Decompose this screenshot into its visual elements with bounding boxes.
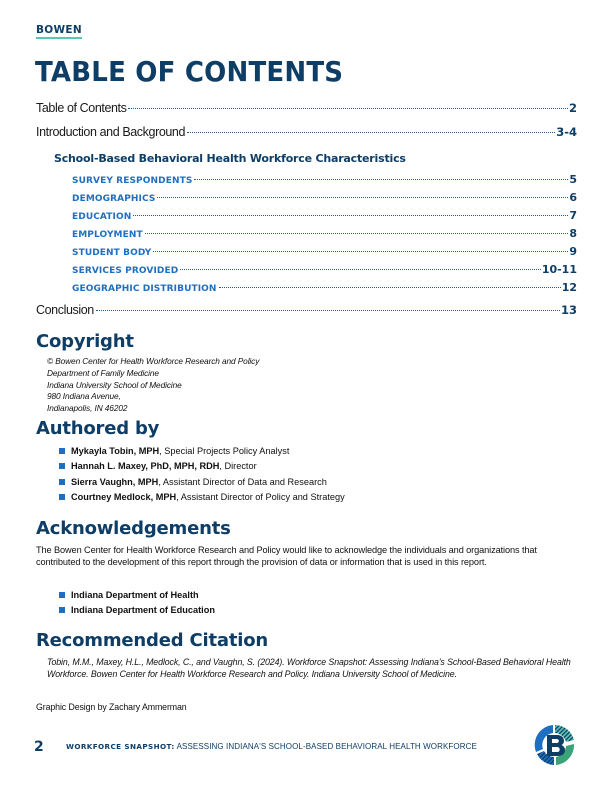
dot-leader (180, 269, 541, 270)
acknowledgements-list (59, 587, 215, 618)
footer-series: WORKFORCE SNAPSHOT: (66, 742, 175, 751)
toc-subentry-page: 7 (569, 209, 577, 222)
copyright-line: Indianapolis, IN 46202 (47, 403, 128, 414)
toc-subentry-page: 10-11 (541, 263, 577, 276)
authored-by-heading: Authored by (36, 418, 160, 439)
dot-leader (145, 233, 569, 234)
dot-leader (219, 287, 561, 288)
author-item (59, 474, 345, 490)
page-number: 2 (34, 739, 44, 755)
toc-subentry-label: GEOGRAPHIC DISTRIBUTION (72, 284, 217, 294)
dot-leader (157, 197, 568, 198)
toc-subentry-label: DEMOGRAPHICS (72, 194, 156, 204)
author-name: Mykayla Tobin, MPH (71, 445, 160, 456)
toc-subentry-page: 8 (569, 227, 577, 240)
bullet-square-icon (59, 479, 65, 485)
toc-subentry-page: 12 (561, 281, 577, 294)
author-name: Sierra Vaughn, MPH (71, 476, 159, 487)
toc-subentry-survey-respondents[interactable] (36, 173, 577, 191)
author-name: Hannah L. Maxey, PhD, MPH, RDH (71, 461, 220, 472)
toc-entry-introduction[interactable] (36, 125, 577, 149)
toc-entry-conclusion[interactable] (36, 303, 577, 327)
toc-entry-label: Table of Contents (36, 101, 127, 115)
recommended-citation-heading: Recommended Citation (36, 630, 268, 651)
toc-section-heading: School-Based Behavioral Health Workforce Characteristics (54, 152, 406, 165)
table-of-contents (36, 101, 577, 327)
toc-subentry-label: STUDENT BODY (72, 248, 152, 258)
author-role: , Assistant Director of Policy and Strategy (176, 492, 345, 503)
copyright-line: Department of Family Medicine (47, 367, 159, 378)
dot-leader (187, 132, 555, 133)
citation-text: Tobin, M.M., Maxey, H.L., Medlock, C., and Vaughn, S. (2024). Workforce Snapshot: Assessing Indiana's School-Based Behavioral Health Workforce. Bowen Center for Health Workforce Research and Policy. Indiana University School of Medicine. (47, 657, 571, 679)
acknowledgements-text: The Bowen Center for Health Workforce Research and Policy would like to acknowledge the individuals and organizations that contributed to the development of this report through the provision of data or information that is used in this report. (36, 545, 537, 567)
toc-subentry-page: 5 (569, 173, 577, 186)
toc-subentry-page: 6 (569, 191, 577, 204)
toc-entry-label: Conclusion (36, 303, 94, 317)
design-credit: Graphic Design by Zachary Ammerman (36, 702, 187, 712)
page-title: TABLE OF CONTENTS (35, 55, 344, 88)
author-role: , Special Projects Policy Analyst (159, 445, 290, 456)
acknowledgement-org: Indiana Department of Health (71, 589, 199, 600)
acknowledgement-item (59, 603, 215, 619)
bullet-square-icon (59, 448, 65, 454)
toc-subentry-label: EDUCATION (72, 212, 132, 222)
toc-subentry-label: SURVEY RESPONDENTS (72, 176, 193, 186)
copyright-heading: Copyright (36, 331, 134, 352)
copyright-line: © Bowen Center for Health Workforce Research and Policy (47, 356, 260, 366)
dot-leader (133, 215, 568, 216)
bullet-square-icon (59, 494, 65, 500)
toc-entry-table-of-contents[interactable] (36, 101, 577, 125)
author-role: , Director (219, 461, 257, 472)
toc-entry-page: 13 (560, 303, 577, 317)
author-item (59, 443, 345, 459)
dot-leader (96, 310, 560, 311)
toc-subentry-demographics[interactable] (36, 191, 577, 209)
bullet-square-icon (59, 607, 65, 613)
toc-subentry-employment[interactable] (36, 227, 577, 245)
copyright-line: 980 Indiana Avenue, (47, 391, 121, 402)
dot-leader (128, 108, 568, 109)
toc-subentry-services-provided[interactable] (36, 263, 577, 281)
toc-entry-label: Introduction and Background (36, 125, 186, 139)
bullet-square-icon (59, 463, 65, 469)
footer-title: ASSESSING INDIANA'S SCHOOL-BASED BEHAVIORAL HEALTH WORKFORCE (174, 742, 477, 751)
footer-running-title (66, 742, 477, 751)
author-name: Courtney Medlock, MPH (71, 492, 177, 503)
brand-wordmark: BOWEN (36, 25, 82, 39)
toc-subentry-geographic-distribution[interactable] (36, 281, 577, 299)
acknowledgements-heading: Acknowledgements (36, 518, 231, 539)
toc-subentry-label: EMPLOYMENT (72, 230, 143, 240)
author-role: , Assistant Director of Data and Research (158, 476, 327, 487)
toc-subentry-page: 9 (569, 245, 577, 258)
copyright-line: Indiana University School of Medicine (47, 379, 182, 390)
dot-leader (194, 179, 568, 180)
toc-entry-page: 2 (568, 101, 577, 115)
author-item (59, 459, 345, 475)
toc-subentry-education[interactable] (36, 209, 577, 227)
dot-leader (153, 251, 568, 252)
bullet-square-icon (59, 592, 65, 598)
toc-subentry-label: SERVICES PROVIDED (72, 266, 179, 276)
author-item (59, 490, 345, 506)
bowen-b-logo-icon (532, 722, 578, 768)
toc-subentry-student-body[interactable] (36, 245, 577, 263)
authors-list (59, 443, 345, 505)
acknowledgement-item (59, 587, 215, 603)
copyright-address (47, 356, 259, 415)
acknowledgement-org: Indiana Department of Education (71, 605, 215, 616)
toc-entry-page: 3-4 (556, 125, 577, 139)
